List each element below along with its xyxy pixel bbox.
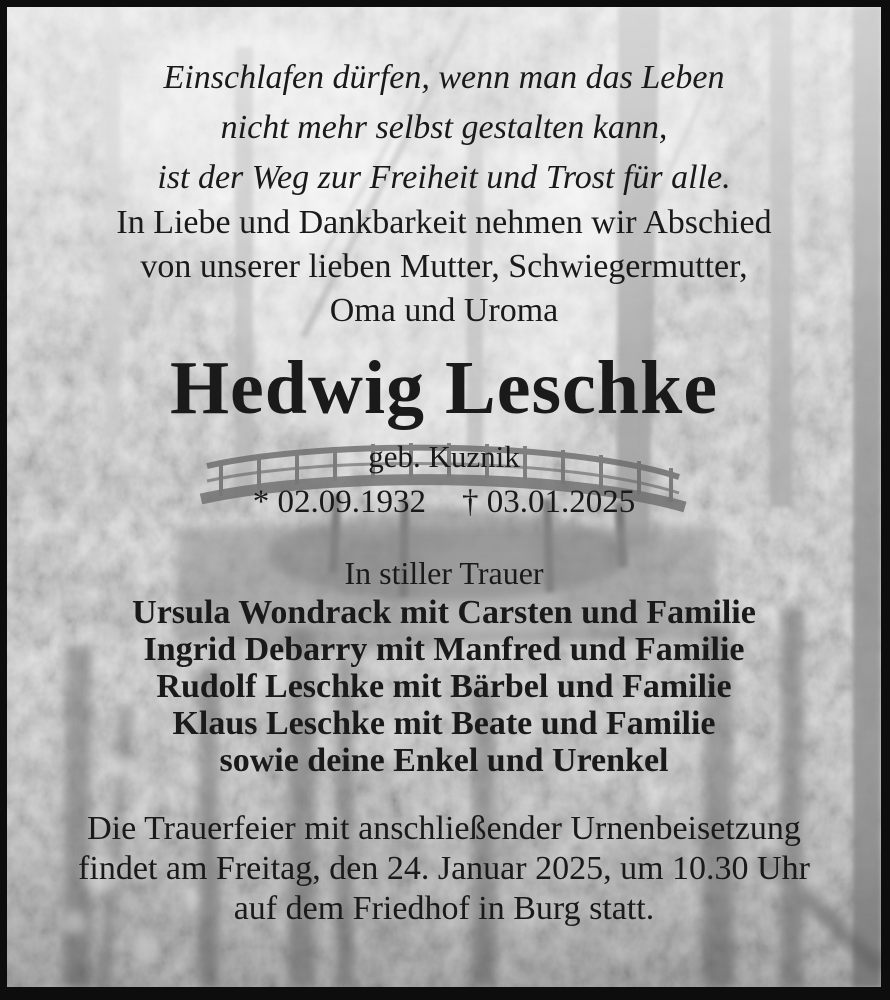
life-dates [7, 483, 881, 521]
quote-line: ist der Weg zur Freiheit und Trost für alle. [157, 159, 731, 196]
intro-line: Oma und Uroma [329, 292, 559, 329]
family-line: Klaus Leschke mit Beate und Familie [172, 705, 716, 742]
mourning-family-list [7, 594, 881, 779]
family-line: sowie deine Enkel und Urenkel [219, 742, 669, 779]
mourning-heading: In stiller Trauer [344, 555, 544, 591]
quote-line: nicht mehr selbst gestalten kann, [220, 109, 668, 146]
birth-date: * 02.09.1932 [252, 484, 426, 520]
family-line: Ingrid Debarry mit Manfred und Familie [143, 631, 745, 668]
ceremony-line: findet am Freitag, den 24. Januar 2025, um 10.30 Uhr [78, 850, 810, 887]
farewell-intro [7, 201, 881, 333]
family-line: Rudolf Leschke mit Bärbel und Familie [156, 668, 732, 705]
ceremony-details [7, 809, 881, 929]
family-line: Ursula Wondrack mit Carsten und Familie [132, 594, 756, 631]
intro-line: von unserer lieben Mutter, Schwiegermutter, [140, 248, 748, 285]
ceremony-line: auf dem Friedhof in Burg statt. [233, 890, 655, 927]
intro-line: In Liebe und Dankbarkeit nehmen wir Abschied [116, 204, 772, 241]
obituary-card [7, 7, 881, 987]
quote-line: Einschlafen dürfen, wenn man das Leben [163, 59, 725, 96]
maiden-name: geb. Kuznik [368, 439, 520, 474]
memorial-quote [7, 53, 881, 203]
deceased-name: Hedwig Leschke [169, 346, 719, 430]
obituary-text [7, 7, 881, 987]
ceremony-line: Die Trauerfeier mit anschließender Urnenbeisetzung [87, 810, 801, 847]
death-date: † 03.01.2025 [462, 484, 636, 520]
